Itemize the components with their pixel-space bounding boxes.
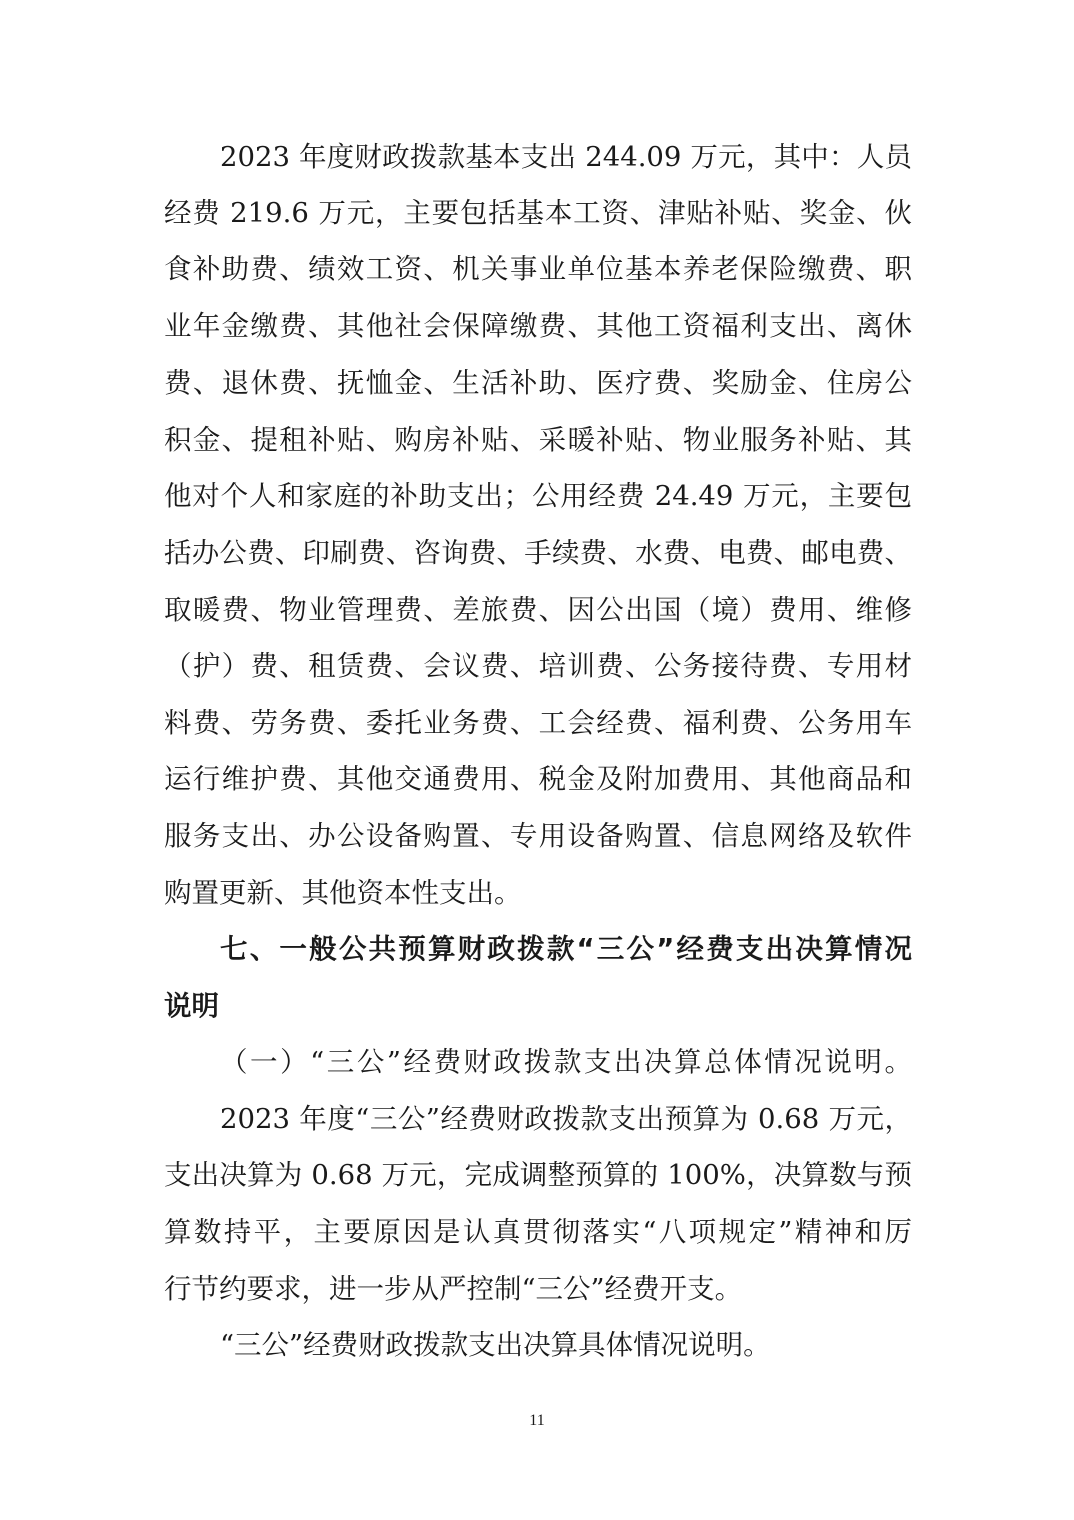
body-text-line: 购置更新、其他资本性支出。 — [164, 877, 522, 909]
body-text-line: 他对个人和家庭的补助支出；公用经费 24.49 万元，主要包 — [164, 480, 912, 512]
body-text-line: 业年金缴费、其他社会保障缴费、其他工资福利支出、离休 — [164, 310, 912, 342]
body-text-line: 2023 年度“三公”经费财政拨款支出预算为 0.68 万元， — [220, 1103, 912, 1135]
subsection-heading: （一）“三公”经费财政拨款支出决算总体情况说明。 — [220, 1046, 912, 1078]
body-text-line: 积金、提租补贴、购房补贴、采暖补贴、物业服务补贴、其 — [164, 424, 912, 456]
page-number: 11 — [529, 1412, 545, 1429]
body-text-line: 支出决算为 0.68 万元，完成调整预算的 100%，决算数与预 — [164, 1159, 912, 1191]
body-text-line: 食补助费、绩效工资、机关事业单位基本养老保险缴费、职 — [164, 253, 912, 285]
section-heading: 说明 — [164, 990, 219, 1022]
body-text-line: 括办公费、印刷费、咨询费、手续费、水费、电费、邮电费、 — [164, 537, 912, 569]
body-text-line: 经费 219.6 万元，主要包括基本工资、津贴补贴、奖金、伙 — [164, 197, 912, 229]
body-text-line: 费、退休费、抚恤金、生活补助、医疗费、奖励金、住房公 — [164, 367, 912, 399]
body-text-line: 行节约要求，进一步从严控制“三公”经费开支。 — [164, 1273, 743, 1305]
body-text-line: 2023 年度财政拨款基本支出 244.09 万元，其中：人员 — [220, 141, 912, 173]
body-text-line: “三公”经费财政拨款支出决算具体情况说明。 — [220, 1329, 771, 1361]
body-text-line: （护）费、租赁费、会议费、培训费、公务接待费、专用材 — [164, 650, 912, 682]
body-text-line: 算数持平，主要原因是认真贯彻落实“八项规定”精神和厉 — [164, 1216, 912, 1248]
section-heading: 七、一般公共预算财政拨款“三公”经费支出决算情况 — [220, 933, 912, 965]
body-text-line: 料费、劳务费、委托业务费、工会经费、福利费、公务用车 — [164, 707, 912, 739]
body-text-line: 取暖费、物业管理费、差旅费、因公出国（境）费用、维修 — [164, 594, 912, 626]
body-text-line: 运行维护费、其他交通费用、税金及附加费用、其他商品和 — [164, 763, 912, 795]
body-text-line: 服务支出、办公设备购置、专用设备购置、信息网络及软件 — [164, 820, 912, 852]
